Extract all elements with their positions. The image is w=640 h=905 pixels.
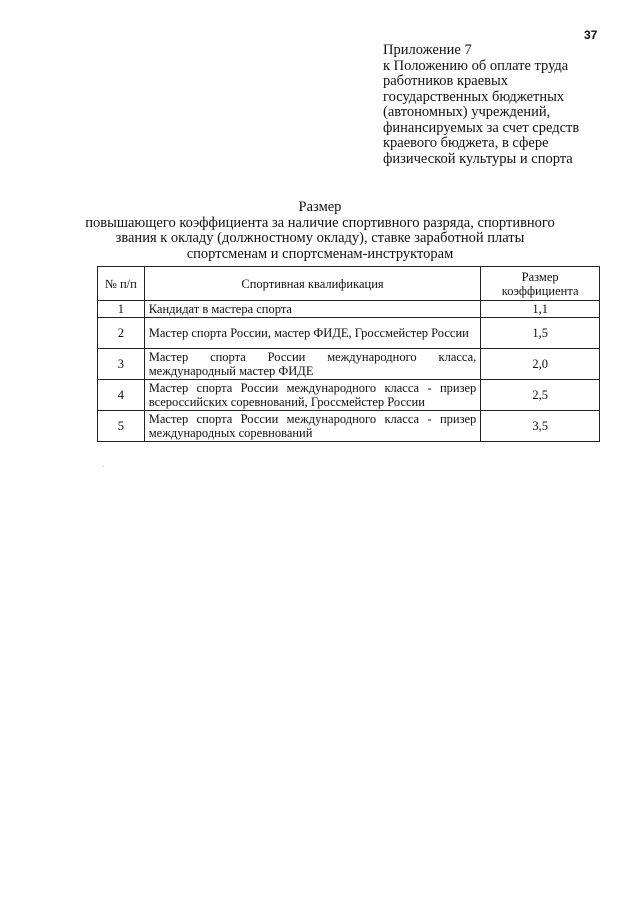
row-coefficient: 2,5 xyxy=(481,380,600,411)
title-line: звания к окладу (должностному окладу), ставке заработной платы xyxy=(115,230,525,246)
header-coefficient xyxy=(481,267,600,301)
appendix-line: государственных бюджетных xyxy=(383,88,565,105)
row-coefficient: 1,1 xyxy=(481,301,600,318)
row-qualification: Мастер спорта России международного класса - призер международных соревнований xyxy=(144,411,481,442)
table-header-row xyxy=(98,267,600,301)
page-number: 37 xyxy=(584,28,598,42)
header-coef-line: Размер xyxy=(521,269,559,284)
document-title xyxy=(70,200,570,262)
header-qualification: Спортивная квалификация xyxy=(144,267,481,301)
appendix-line: (автономных) учреждений, xyxy=(383,104,551,120)
table-row xyxy=(98,411,600,442)
scan-speck xyxy=(103,466,104,467)
title-line: повышающего коэффициента за наличие спортивного разряда, спортивного xyxy=(85,214,555,231)
appendix-line: физической культуры и спорта xyxy=(383,150,573,167)
row-num: 5 xyxy=(98,411,145,442)
row-qualification: Кандидат в мастера спорта xyxy=(144,301,481,318)
table-row xyxy=(98,349,600,380)
appendix-line: работников краевых xyxy=(383,73,509,89)
appendix-line: к Положению об оплате труда xyxy=(383,57,569,74)
header-num: № п/п xyxy=(98,267,145,301)
appendix-heading xyxy=(383,43,613,167)
header-coef-line: коэффициента xyxy=(501,283,579,298)
row-num: 4 xyxy=(98,380,145,411)
appendix-line: краевого бюджета, в сфере xyxy=(383,135,549,151)
row-coefficient: 2,0 xyxy=(481,349,600,380)
appendix-line: Приложение 7 xyxy=(383,42,472,58)
table-row xyxy=(98,301,600,318)
title-line: спортсменам и спортсменам-инструкторам xyxy=(186,245,454,262)
row-coefficient: 1,5 xyxy=(481,318,600,349)
row-qualification: Мастер спорта России международного класса - призер всероссийских соревнований, Гроссмейстер России xyxy=(144,380,481,411)
title-line: Размер xyxy=(298,199,342,215)
row-qualification: Мастер спорта России, мастер ФИДЕ, Гроссмейстер России xyxy=(144,318,481,349)
row-qualification: Мастер спорта России международного класса, международный мастер ФИДЕ xyxy=(144,349,481,380)
row-num: 3 xyxy=(98,349,145,380)
table-row xyxy=(98,318,600,349)
row-coefficient: 3,5 xyxy=(481,411,600,442)
row-num: 2 xyxy=(98,318,145,349)
table-row xyxy=(98,380,600,411)
appendix-line: финансируемых за счет средств xyxy=(383,119,580,136)
qualification-table xyxy=(97,266,600,442)
row-num: 1 xyxy=(98,301,145,318)
